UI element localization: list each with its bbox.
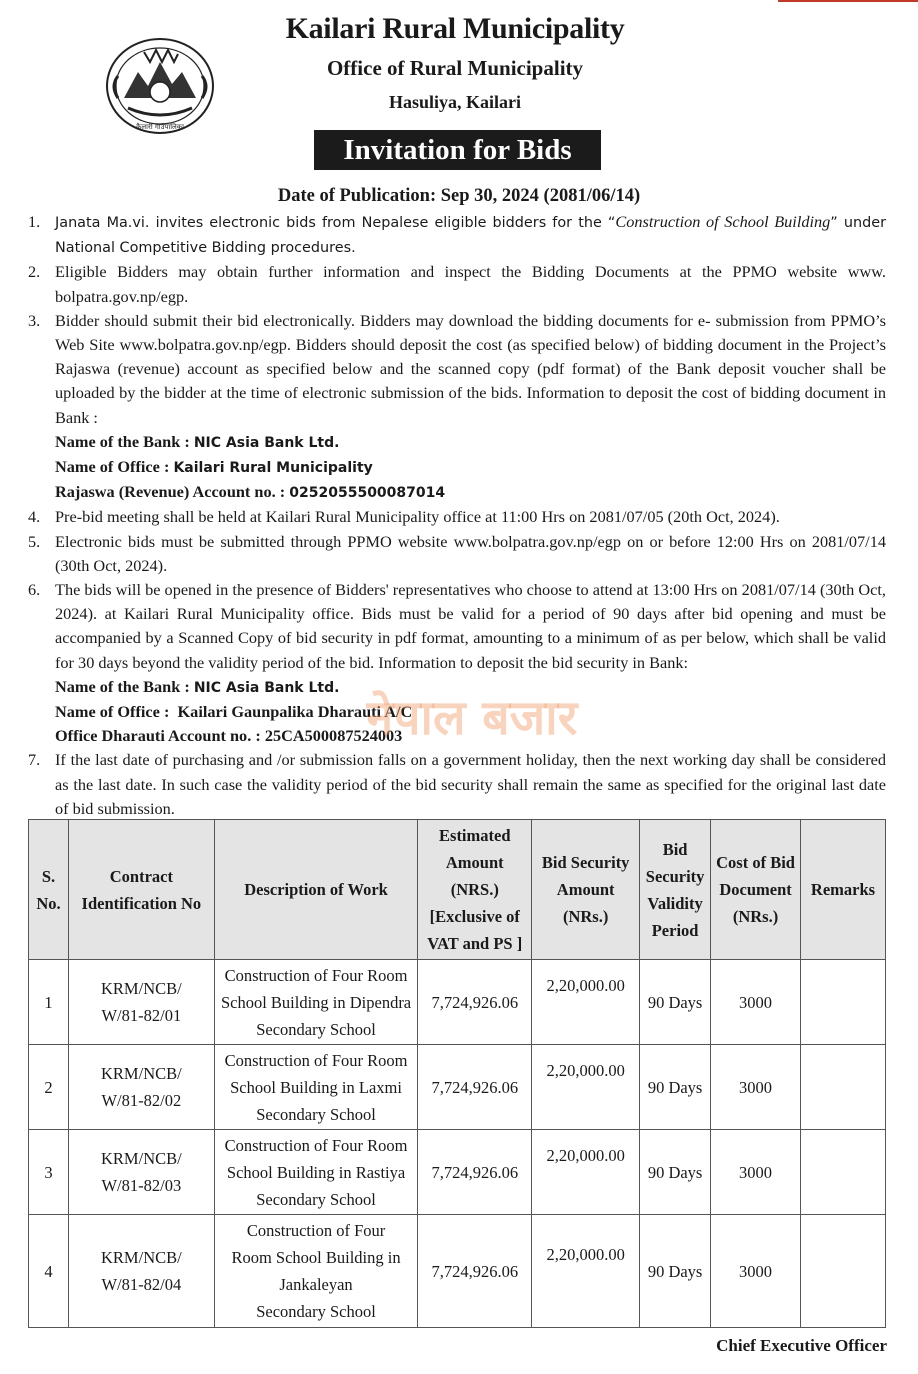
cell-bid-security: 2,20,000.00 [532, 960, 640, 1045]
item-text: Bidder should submit their bid electronically. Bidders may download the bidding documents for e- submission from PPMO’s Web Site www.bolpatra.gov.np/egp. Bidders should deposit the cost (as specified below) of bidding document in the Project’s Rajaswa (revenue) account as specified below and the scanned copy (pdf format) of the Bank deposit voucher shall be uploaded by the bidder at the time of electronic submission of the bids. Information to deposit the cost of bidding document in Bank : [55, 310, 886, 427]
cell-remarks [801, 1045, 886, 1130]
item-number: 2. [28, 262, 41, 282]
item-number: 5. [28, 531, 41, 551]
item-text: Janata Ma.vi. invites electronic bids from Nepalese eligible bidders for the “Construction of School Building” under National Competitive Bidding procedures. [55, 212, 887, 257]
list-item [28, 578, 886, 675]
col-header-contract-id: Contract Identification No [68, 820, 214, 960]
cell-description: Construction of Four Room School Building in Dipendra Secondary School [214, 960, 418, 1045]
cell-sn: 3 [29, 1130, 69, 1215]
office-title: Office of Rural Municipality [326, 56, 584, 80]
cell-sn: 1 [29, 960, 69, 1045]
signature-title: Chief Executive Officer [716, 1336, 887, 1355]
cell-contract-id: KRM/NCB/ W/81-82/01 [68, 960, 214, 1045]
table-row [29, 1130, 886, 1215]
table-header-row [29, 820, 886, 960]
cell-estimated-amount: 7,724,926.06 [418, 1215, 532, 1328]
list-item [28, 260, 886, 308]
col-header-estimated-amount: Estimated Amount (NRS.) [Exclusive of VAT and PS ] [418, 820, 532, 960]
cell-sn: 2 [29, 1045, 69, 1130]
municipality-title: Kailari Rural Municipality [285, 12, 625, 45]
cell-validity: 90 Days [640, 1130, 711, 1215]
cell-estimated-amount: 7,724,926.06 [418, 1130, 532, 1215]
table-row [29, 1045, 886, 1130]
item-number: 3. [28, 310, 41, 330]
col-header-cost: Cost of Bid Document (NRs.) [711, 820, 801, 960]
cell-remarks [801, 1215, 886, 1328]
table-row [29, 960, 886, 1045]
cell-sn: 4 [29, 1215, 69, 1328]
list-item [28, 210, 886, 260]
cell-cost: 3000 [711, 960, 801, 1045]
item-number: 1. [28, 212, 41, 231]
cell-remarks [801, 1130, 886, 1215]
watermark-logo [272, 682, 672, 752]
cell-bid-security: 2,20,000.00 [532, 1215, 640, 1328]
item-text: Pre-bid meeting shall be held at Kailari Rural Municipality office at 11:00 Hrs on 2081/07/05 (20th Oct, 2024). [55, 507, 780, 527]
bank-cost-account: Rajaswa (Revenue) Account no. : 0252055500087014 [55, 482, 446, 502]
col-header-validity: Bid Security Validity Period [640, 820, 711, 960]
invitation-banner: Invitation for Bids [314, 130, 601, 170]
list-item [28, 505, 886, 529]
col-header-sn: S. No. [29, 820, 69, 960]
cell-cost: 3000 [711, 1130, 801, 1215]
cell-description: Construction of Four Room School Building in Rastiya Secondary School [214, 1130, 418, 1215]
item-text: If the last date of purchasing and /or submission falls on a government holiday, then the next working day shall be considered as the last date. In such case the validity period of the bid security shall remain the same as specified for the original last date of bid submission. [55, 750, 886, 818]
bank-security-office: Name of Office : Kailari Gaunpalika Dharauti A/C [55, 702, 413, 722]
cell-validity: 90 Days [640, 1215, 711, 1328]
office-location: Hasuliya, Kailari [388, 92, 521, 112]
bank-cost-office: Name of Office : Kailari Rural Municipality [55, 457, 373, 477]
cell-contract-id: KRM/NCB/ W/81-82/02 [68, 1045, 214, 1130]
cell-cost: 3000 [711, 1215, 801, 1328]
item-number: 4. [28, 507, 41, 527]
publication-date: Date of Publication: Sep 30, 2024 (2081/06/14) [277, 186, 641, 206]
bank-security-account: Office Dharauti Account no. : 25CA500087524003 [55, 726, 403, 746]
cell-estimated-amount: 7,724,926.06 [418, 1045, 532, 1130]
cell-remarks [801, 960, 886, 1045]
col-header-remarks: Remarks [801, 820, 886, 960]
list-item [28, 748, 886, 821]
emblem-text: कैलारी गाउँपालिका [136, 123, 184, 131]
item-text: Eligible Bidders may obtain further information and inspect the Bidding Documents at the PPMO website www. bolpatra.gov.np/egp. [55, 262, 886, 306]
cell-cost: 3000 [711, 1045, 801, 1130]
cell-bid-security: 2,20,000.00 [532, 1045, 640, 1130]
top-accent-line [778, 0, 918, 2]
svg-text:नेपाल बजार: नेपाल बजार [366, 690, 578, 746]
cell-validity: 90 Days [640, 1045, 711, 1130]
item-number: 6. [28, 580, 41, 600]
municipality-emblem-icon [104, 36, 216, 136]
cell-contract-id: KRM/NCB/ W/81-82/04 [68, 1215, 214, 1328]
cell-contract-id: KRM/NCB/ W/81-82/03 [68, 1130, 214, 1215]
cell-description: Construction of Four Room School Building in Laxmi Secondary School [214, 1045, 418, 1130]
bank-security-name: Name of the Bank : NIC Asia Bank Ltd. [55, 676, 340, 696]
item-number: 7. [28, 750, 41, 770]
table-row [29, 1215, 886, 1328]
cell-bid-security: 2,20,000.00 [532, 1130, 640, 1215]
cell-estimated-amount: 7,724,926.06 [418, 960, 532, 1045]
bank-cost-name: Name of the Bank : NIC Asia Bank Ltd. [55, 431, 340, 451]
col-header-description: Description of Work [214, 820, 418, 960]
cell-validity: 90 Days [640, 960, 711, 1045]
item-text: Electronic bids must be submitted through PPMO website www.bolpatra.gov.np/egp on or before 12:00 Hrs on 2081/07/14 (30th Oct, 2024). [55, 531, 886, 575]
col-header-bid-security: Bid Security Amount (NRs.) [532, 820, 640, 960]
item-text: The bids will be opened in the presence of Bidders' representatives who choose to attend at 13:00 Hrs on 2081/07/14 (30th Oct, 2024). at Kailari Rural Municipality office. Bids must be valid for a period of 90 days after bid opening and must be accompanied by a Scanned Copy of bid security in pdf format, amounting to a minimum of as per below, which shall be valid for 30 days beyond the validity period of the bid. Information to deposit the bid security in Bank: [55, 580, 886, 672]
list-item [28, 309, 886, 430]
cell-description: Construction of Four Room School Building in Jankaleyan Secondary School [214, 1215, 418, 1328]
bids-table [28, 819, 886, 1328]
list-item [28, 530, 886, 578]
